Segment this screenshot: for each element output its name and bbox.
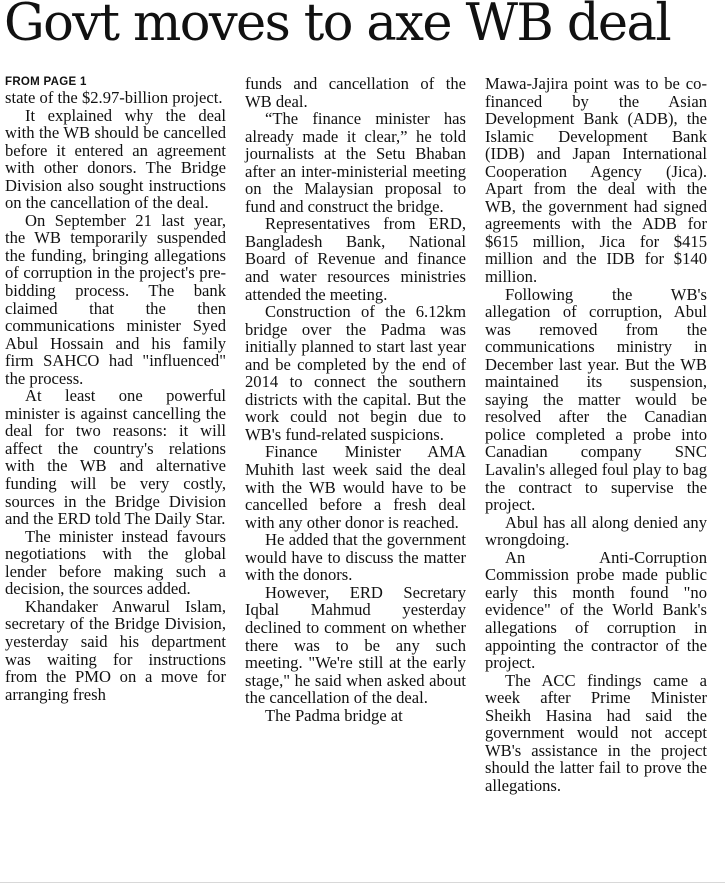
paragraph: An Anti-Corruption Commission probe made public early this month found "no evidence" of the World Bank's allegations of corruption in appointing the contractor of the project. [485, 547, 707, 673]
paragraph: At least one powerful minister is against cancelling the deal for two reasons: it will affect the country's relations with the WB and alternative funding will be very costly, sources in the Bridge Division and the ERD told The Daily Star. [5, 386, 226, 529]
paragraph: “The finance minister has already made it clear,” he told journalists at the Setu Bhaban after an inter-ministerial meeting on the Malaysian proposal to fund and construct the bridge. [245, 109, 466, 216]
paragraph: The minister instead favours negotiations with the global lender before making such a decision, the sources added. [5, 526, 226, 599]
paragraph: The Padma bridge at [265, 705, 403, 725]
headline: Govt moves to axe WB deal [4, 0, 671, 53]
article-column-2 [245, 75, 466, 724]
bottom-rule [0, 882, 725, 883]
article-column-1 [5, 75, 226, 703]
paragraph: However, ERD Secretary Iqbal Mahmud yesterday declined to comment on whether there was to be any such meeting. "We're still at the early stage," he said when asked about the cancellation of the deal. [245, 582, 466, 708]
paragraph: Finance Minister AMA Muhith last week said the deal with the WB would have to be cancelled before a fresh deal with any other donor is reached. [245, 442, 466, 532]
paragraph: The ACC findings came a week after Prime Minister Sheikh Hasina had said the government would not accept WB's assistance in the project should the latter fail to prove the allegations. [485, 670, 707, 795]
paragraph: funds and cancellation of the WB deal. [245, 74, 466, 111]
kicker: FROM PAGE 1 [5, 76, 87, 88]
paragraph: It explained why the deal with the WB should be cancelled before it entered an agreement with other donors. The Bridge Division also sought instructions on the cancellation of the deal. [5, 105, 226, 213]
paragraph: state of the $2.97-billion project. [5, 88, 223, 107]
paragraph: On September 21 last year, the WB temporarily suspended the funding, bringing allegations of corruption in the project's pre-bidding process. The bank claimed that the then communications minister Syed Abul Hossain and his family firm SAHCO had "influenced" the process. [5, 210, 226, 388]
paragraph: Construction of the 6.12km bridge over the Padma was initially planned to start last year and be completed by the end of 2014 to connect the southern districts with the capital. But the work could not begin due to WB's fund-related suspicions. [245, 302, 466, 444]
paragraph: Following the WB's allegation of corruption, Abul was removed from the communications ministry in December last year. But the WB maintained its suspension, saying the matter would be resolved after the Canadian police completed a probe into Canadian company SNC Lavalin's alleged foul play to bag the contract to supervise the project. [485, 284, 707, 515]
article-column-3 [485, 75, 707, 794]
paragraph: Abul has all along denied any wrongdoing. [485, 512, 707, 550]
paragraph: He added that the government would have to discuss the matter with the donors. [245, 530, 466, 585]
paragraph: Khandaker Anwarul Islam, secretary of the Bridge Division, yesterday said his department was waiting for instructions from the PMO on a move for arranging fresh [5, 596, 226, 704]
paragraph: Representatives from ERD, Bangladesh Bank, National Board of Revenue and finance and water resources ministries attended the meeting. [245, 214, 466, 304]
paragraph: Mawa-Jajira point was to be co-financed by the Asian Development Bank (ADB), the Islamic Development Bank (IDB) and Japan International Cooperation Agency (Jica). Apart from the deal with the WB, the government had signed agreements with the ADB for $615 million, Jica for $415 million and the IDB for $140 million. [485, 74, 707, 287]
